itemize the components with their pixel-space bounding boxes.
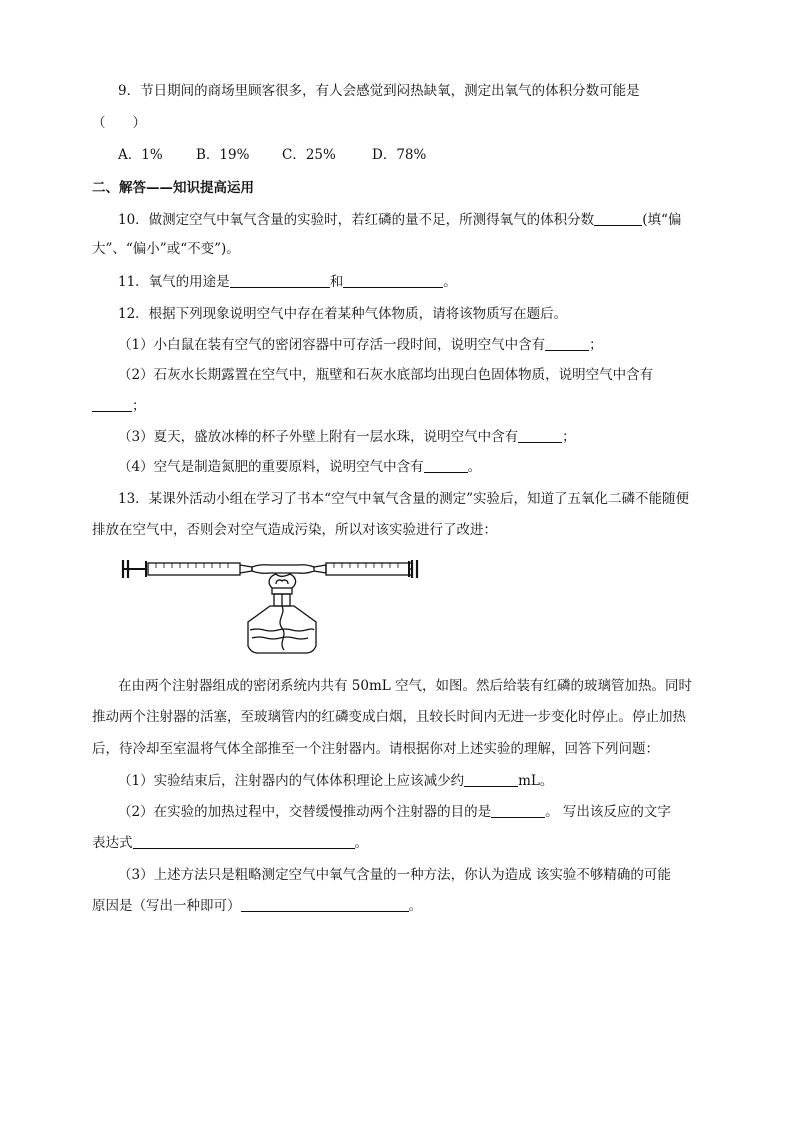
q13-sub2-expr-label: 表达式 <box>92 835 133 851</box>
q12-sub4-end: 。 <box>467 459 482 475</box>
section2-heading: 二、解答——知识提高运用 <box>92 180 254 196</box>
q12-stem: 12．根据下列现象说明空气中存在着某种气体物质，请将该物质写在题后。 <box>118 306 568 322</box>
q9-options <box>118 146 426 164</box>
q12-sub2-cont <box>92 397 146 415</box>
syringe-apparatus-diagram <box>120 552 420 660</box>
q12-sub1-end: ； <box>589 337 603 353</box>
q9-option-b: B．19% <box>196 147 250 163</box>
q12-sub3 <box>118 428 576 446</box>
q13-sub3-cont <box>92 897 422 915</box>
q9-option-d: D．78% <box>372 147 427 163</box>
q9-option-a: A．1% <box>118 147 163 163</box>
q10-text: 10．做测定空气中氧气含量的实验时，若红磷的量不足，所测得氧气的体积分数 <box>118 212 595 228</box>
q13-sub3-end: 。 <box>408 898 422 914</box>
q9-answer-paren: （ ） <box>92 115 146 131</box>
q9-option-c: C．25% <box>282 147 336 163</box>
q13-sub2-cont <box>92 834 368 852</box>
q11-text: 11．氧气的用途是 <box>118 274 230 290</box>
q13-sub3: （3）上述方法只是粗略测定空气中氧气含量的一种方法，你认为造成 该实验不够精确的可能 <box>118 867 671 883</box>
q12-sub4 <box>118 458 481 476</box>
q10-text-end: (填“偏 <box>642 212 682 228</box>
q13-para2: 推动两个注射器的活塞，至玻璃管内的红磷变成白烟，且较长时间内无进一步变化时停止。停止加热 <box>92 709 686 725</box>
q11-blank-1 <box>230 274 330 288</box>
q13-sub3-text: 原因是（写出一种即可） <box>92 898 241 914</box>
q13-sub2-expr-blank <box>133 835 355 849</box>
q12-sub1-blank <box>545 337 589 351</box>
q12-sub3-end: ； <box>562 429 576 445</box>
q13-sub1-blank <box>464 773 518 787</box>
q11-end: 。 <box>443 274 457 290</box>
q13-sub2-blank <box>491 804 545 818</box>
q13-sub1-text: （1）实验结束后，注射器内的气体体积理论上应该减少约 <box>118 773 465 789</box>
q13-para1: 在由两个注射器组成的密闭系统内共有 50mL 空气，如图。然后给装有红磷的玻璃管加热。同时 <box>118 678 693 694</box>
q13-sub2-text: （2）在实验的加热过程中，交替缓慢推动两个注射器的目的是 <box>118 804 492 820</box>
q10-line1 <box>118 211 681 229</box>
q11-and: 和 <box>329 274 344 290</box>
q12-sub2-end: ； <box>132 398 146 414</box>
q13-line1: 13．某课外活动小组在学习了书本“空气中氧气含量的测定”实验后，知道了五氧化二磷不能随便 <box>118 491 689 507</box>
q12-sub1-text: （1）小白鼠在装有空气的密闭容器中可存活一段时间，说明空气中含有 <box>118 337 546 353</box>
q13-sub3-blank <box>241 898 409 912</box>
q10-line2: 大”、“偏小”或“不变”)。 <box>92 241 240 257</box>
q13-line2: 排放在空气中，否则会对空气造成污染，所以对该实验进行了改进： <box>92 522 497 538</box>
q11-line <box>118 273 457 291</box>
q13-sub2 <box>118 803 671 821</box>
q13-sub2-expr-end: 。 <box>354 835 368 851</box>
q13-sub1 <box>118 772 553 790</box>
q12-sub3-blank <box>518 429 562 443</box>
q9-stem: 9．节日期间的商场里顾客很多，有人会感觉到闷热缺氧，测定出氧气的体积分数可能是 <box>118 83 640 99</box>
q12-sub3-text: （3）夏天，盛放冰棒的杯子外壁上附有一层水珠，说明空气中含有 <box>118 429 519 445</box>
q11-blank-2 <box>343 274 443 288</box>
q13-sub1-end: mL。 <box>518 773 554 789</box>
q12-sub2-blank <box>92 398 132 412</box>
q12-sub1 <box>118 336 603 354</box>
q10-blank <box>594 212 642 226</box>
q13-para3: 后，待冷却至室温将气体全部推至一个注射器内。请根据你对上述实验的理解，回答下列问题： <box>92 741 659 757</box>
q13-sub2-mid: 。 写出该反应的文字 <box>545 804 671 820</box>
q12-sub2: （2）石灰水长期露置在空气中，瓶壁和石灰水底部均出现白色固体物质，说明空气中含有 <box>118 367 654 383</box>
q12-sub4-text: （4）空气是制造氮肥的重要原料，说明空气中含有 <box>118 459 424 475</box>
q12-sub4-blank <box>424 459 468 473</box>
